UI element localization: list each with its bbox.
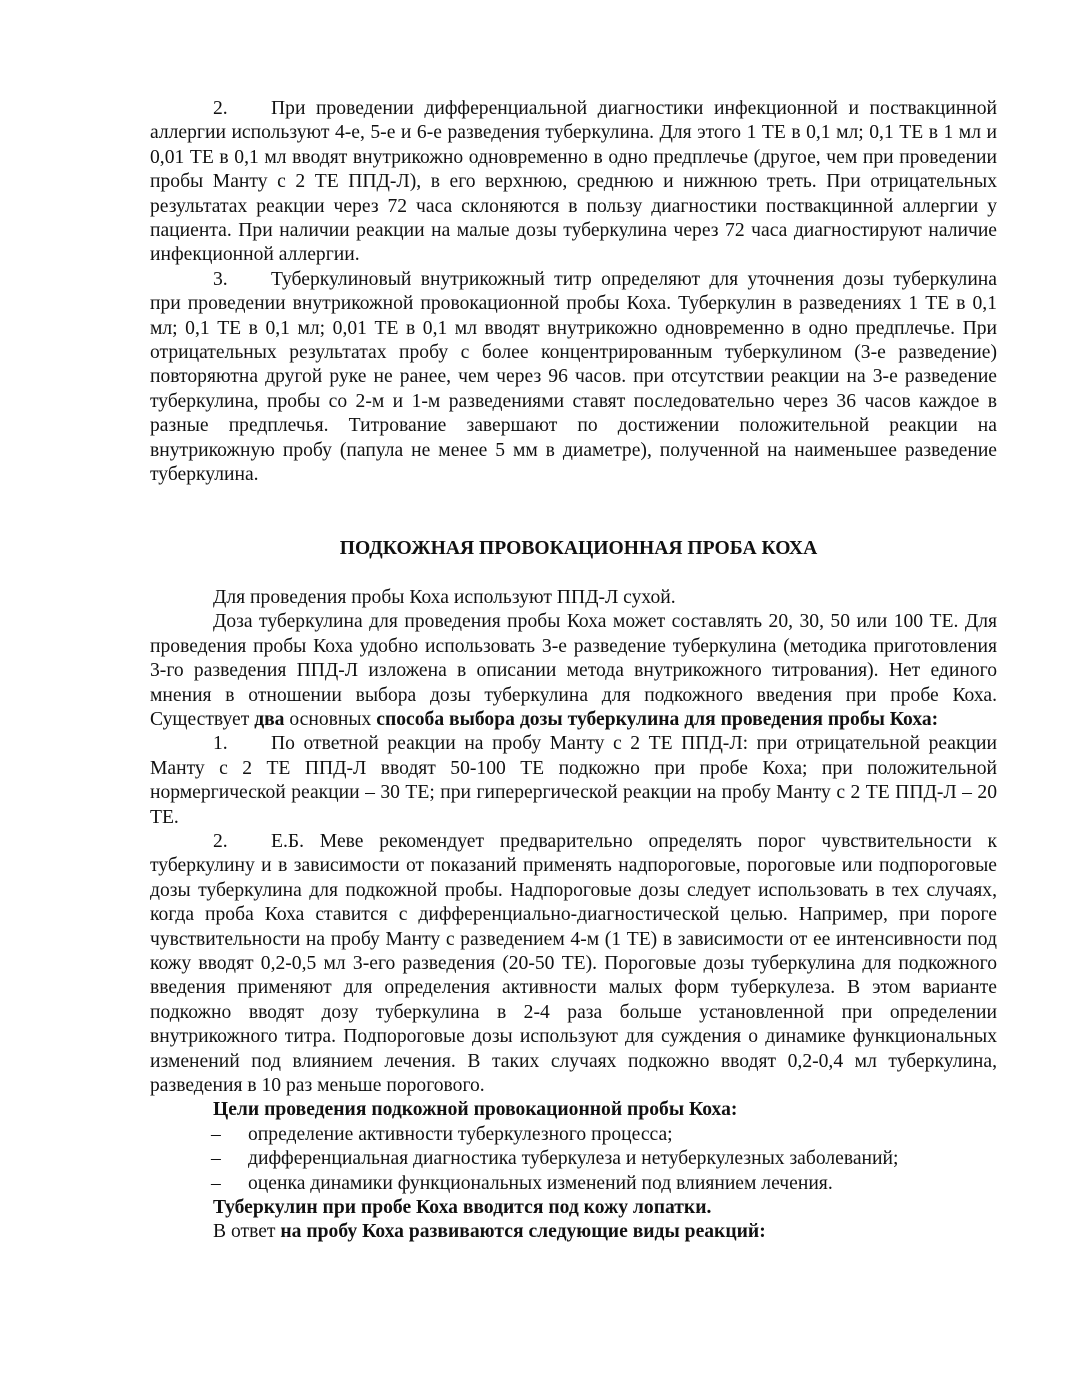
list-item <box>150 1172 997 1196</box>
item-number: 3. <box>213 268 228 290</box>
list-dash: – <box>211 1172 221 1194</box>
item-number: 2. <box>213 830 228 852</box>
reactions-intro <box>150 1220 997 1244</box>
paragraph-text: Е.Б. Меве рекомендует предварительно определять порог чувствительности к туберкулину и в зависимости от показаний применять надпороговые, пороговые или подпороговые дозы туберкулина для подкожной пробы. Надпороговые дозы следует использовать в тех случаях, когда проба Коха ставится с дифференциально-диагностической целью. Например, при пороге чувствительности на пробу Манту с разведением 4-м (1 ТЕ) в зависимости от ее интенсивности под кожу вводят 0,2-0,5 мл 3-его разведения (20-50 ТЕ). Пороговые дозы туберкулина для подкожного введения применяют для определения активности малых форм туберкулеза. В этом варианте подкожно вводят дозу туберкулина в 2-4 раза больше установленной при определении внутрикожного титра. Подпороговые дозы используют для суждения о динамике функциональных изменений под влиянием лечения. В таких случаях подкожно вводят 0,2-0,4 мл туберкулина, разведения в 10 раз меньше порогового. <box>150 830 997 1097</box>
list-item-text: определение активности туберкулезного процесса; <box>248 1123 673 1145</box>
bold-text: на пробу Коха развиваются следующие виды реакций: <box>280 1221 766 1243</box>
paragraph-dose <box>150 610 997 732</box>
bold-text: Цели проведения подкожной провокационной пробы Коха: <box>213 1099 738 1121</box>
section-heading: ПОДКОЖНАЯ ПРОВОКАЦИОННАЯ ПРОБА КОХА <box>339 537 818 559</box>
paragraph-ppd: Для проведения пробы Коха используют ППД-Л сухой. <box>213 586 676 608</box>
list-dash: – <box>211 1123 221 1145</box>
list-item-text: дифференциальная диагностика туберкулеза и нетуберкулезных заболеваний; <box>248 1148 899 1170</box>
list-item <box>150 1123 997 1147</box>
paragraph-method-2 <box>150 830 997 1098</box>
item-number: 1. <box>213 733 228 755</box>
paragraph-text: Доза туберкулина для проведения пробы Коха может составлять 20, 30, 50 или 100 ТЕ. Для проведения пробы Коха удобно использовать 3-е разведение туберкулина (методика приготовления 3-го разведения ППД-Л изложена в описании метода внутрикожного титрования). Нет единого мнения в отношении выбора дозы туберкулина для подкожного введения при пробе Коха. Существует <box>150 611 997 730</box>
injection-note <box>150 1196 997 1220</box>
paragraph-text: По ответной реакции на пробу Манту с 2 ТЕ ППД-Л: при отрицательной реакции Манту с 2 ТЕ ППД-Л вводят 50-100 ТЕ подкожно при пробе Коха; при положительной нормергической реакции – 30 ТЕ; при гиперергической реакции на пробу Манту с 2 ТЕ ППД-Л – 20 ТЕ. <box>150 733 997 828</box>
bold-text: Туберкулин при пробе Коха вводится под кожу лопатки. <box>213 1197 712 1219</box>
paragraph-method-1 <box>150 732 997 830</box>
list-dash: – <box>211 1148 221 1170</box>
paragraph-text: Туберкулиновый внутрикожный титр определяют для уточнения дозы туберкулина при проведении внутрикожной провокационной пробы Коха. Туберкулин в разведениях 1 ТЕ в 0,1 мл; 0,1 ТЕ в 0,1 мл; 0,01 ТЕ в 0,1 мл вводят внутрикожно одновременно в одно предплечье. При отрицательных результатах пробу с более концентрированным туберкулином (3-е разведение) повторяютна другой руке не ранее, чем через 96 часов. при отсутствии реакции на 3-е разведение туберкулина, пробы со 2-м и 1-м разведениями ставят последовательно через 36 часов каждое в разные предплечья. Титрование завершают по достижении положительной реакции на внутрикожную пробу (папула не менее 5 мм в диаметре), полученной на наименьшее разведение туберкулина. <box>150 268 997 486</box>
goals-heading <box>150 1098 997 1122</box>
paragraph-item-3 <box>150 268 997 488</box>
paragraph-item-2 <box>150 97 997 268</box>
paragraph-text: В ответ <box>213 1221 281 1243</box>
list-item <box>150 1147 997 1171</box>
paragraph-text: При проведении дифференциальной диагностики инфекционной и поствакцинной аллергии используют 4-е, 5-е и 6-е разведения туберкулина. Для этого 1 ТЕ в 0,1 мл; 0,1 ТЕ в 1 мл и 0,01 ТЕ в 0,1 мл вводят внутрикожно одновременно в одно предплечье (другое, чем при проведении пробы Манту с 2 ТЕ ППД-Л), в его верхнюю, среднюю и нижнюю треть. При отрицательных результатах реакции через 72 часа склоняются в пользу диагностики поствакцинной аллергии у пациента. При наличии реакции на малые дозы туберкулина через 72 часа диагностируют наличие инфекционной аллергии. <box>150 98 997 266</box>
paragraph-text: основных <box>284 708 377 730</box>
list-item-text: оценка динамики функциональных изменений под влиянием лечения. <box>248 1172 833 1194</box>
bold-text: способа выбора дозы туберкулина для проведения пробы Коха: <box>376 708 939 730</box>
bold-text: два <box>254 708 285 730</box>
item-number: 2. <box>213 98 228 119</box>
